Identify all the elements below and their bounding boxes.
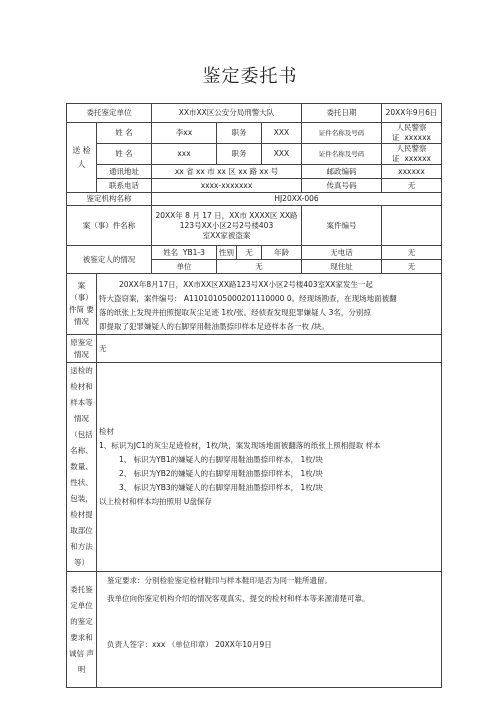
sender1-duty: XXX (262, 123, 302, 144)
sender1-cert: 人民警察证 xxxxxx (382, 123, 442, 144)
original-value: 无 (97, 335, 442, 363)
appraised-unit-label: 单位 (152, 260, 217, 274)
request-sign: 负责人签字：xxx （单位印章） 20XX年10月9日 (107, 640, 272, 649)
date-label: 委托日期 (302, 104, 382, 123)
materials-text (97, 363, 442, 572)
sender2-name: xxx (152, 144, 217, 165)
brief-line: 即提取了犯罪嫌疑人的右脚穿用鞋油墨捺印样本足迹样本各一枚 /块。 (99, 322, 329, 331)
case-label: 案（事）件名称 (67, 206, 152, 246)
appraised-sex-label: 性别 (217, 246, 237, 260)
agency-label: 鉴定机构名称 (67, 193, 152, 206)
brief-line: 落的纸张上发现并拍照提取灰尘足迹 1枚/张。经侦查发现犯罪嫌疑人 3名，分别掠 (99, 308, 371, 317)
sender-label: 送 检 人 (67, 123, 97, 193)
org-label: 委托鉴定单位 (67, 104, 152, 123)
materials-line: 2、 标识为YB2的嫌疑人的右脚穿用鞋油墨捺印样本， 1枚/块 (119, 469, 323, 478)
appraised-name: 姓名 YB1-3 (152, 246, 217, 260)
sender2-duty-label: 职务 (217, 144, 262, 165)
sender2-cert: 人民警察证 xxxxxx (382, 144, 442, 165)
sender1-duty-label: 职务 (217, 123, 262, 144)
materials-heading: 检材 (99, 427, 114, 436)
date-value: 20XX年9月6日 (382, 104, 442, 123)
case-no-value (382, 206, 442, 246)
materials-label: 送检的检材和样本等情况（包括名称、数量、性状、包装，检材提取部位和方法等） (67, 363, 97, 572)
postcode-label: 邮政编码 (302, 165, 382, 179)
phone-value: xxxx-xxxxxxx (152, 179, 302, 193)
request-text (97, 572, 442, 688)
org-value: XX市XX区公安分局刑警大队 (152, 104, 302, 123)
materials-line: 以上检材和样本均拍照用 U盘保存 (99, 497, 212, 506)
materials-line: 1、标识为JC1的灰尘足迹检材，1枚/块，案发现场地面被翻落的纸张上照相提取 样本 (99, 441, 381, 450)
appraised-addr: 无 (382, 260, 442, 274)
appraised-age: 无电话 (302, 246, 382, 260)
phone-label: 联系电话 (97, 179, 152, 193)
appraised-phone: 无 (382, 246, 442, 260)
appraised-age-label: 年龄 (262, 246, 302, 260)
case-name-line: 20XX年 8 月 17 日，XX市 XXXX区 XX路 (155, 210, 298, 220)
request-statement: 我单位向你鉴定机构介绍的情况客观真实，提交的检材和样本等来源清楚可靠。 (107, 594, 370, 603)
materials-line: 1、 标识为YB1的嫌疑人的右脚穿用鞋油墨捺印样本， 1枚/块 (119, 455, 323, 464)
fax-value: 无 (382, 179, 442, 193)
sender1-name-label: 姓 名 (97, 123, 152, 144)
sender2-cert-label: 证件名称及号码 (302, 144, 382, 165)
sender1-cert-label: 证件名称及号码 (302, 123, 382, 144)
appraised-sex: 无 (237, 246, 262, 260)
original-label: 原鉴定情况 (67, 335, 97, 363)
case-name-line: 123号XX小区2号2号楼403 (179, 220, 274, 230)
materials-line: 3、 标识为YB3的嫌疑人的右脚穿用鞋油墨捺印样本， 1枚/块 (119, 483, 323, 492)
fax-label: 传真号码 (302, 179, 382, 193)
sender1-name: 李xx (152, 123, 217, 144)
brief-line: 特大盗窃案，案件编号： A11010105000201110000 0。经现场勘查，在现场地面被翻 (99, 294, 397, 303)
case-name (152, 206, 302, 246)
address-label: 通讯地址 (97, 165, 152, 179)
sender2-name-label: 姓 名 (97, 144, 152, 165)
case-no-label: 案件编号 (302, 206, 382, 246)
appraised-addr-label: 现住址 (302, 260, 382, 274)
commission-form (66, 103, 442, 688)
request-requirement: 鉴定要求：分别检验鉴定检材鞋印与样本鞋印是否为同一鞋所遗留。 (107, 576, 332, 585)
request-label: 委托鉴定单位的鉴定要求和诚信 声明 (67, 572, 97, 688)
case-name-line: 室XX家被盗案 (202, 230, 251, 240)
brief-text (97, 274, 442, 335)
appraised-label: 被鉴定人的情况 (67, 246, 152, 274)
sender2-duty: XXX (262, 144, 302, 165)
appraised-unit: 无 (217, 260, 302, 274)
postcode-value: xxxxxx (382, 165, 442, 179)
agency-value: HJ20XX-006 (152, 193, 442, 206)
document-title: 鉴定委托书 (202, 66, 298, 87)
address-value: xx 省 xx 市 xx 区 xx 路 xx 号 (152, 165, 302, 179)
brief-line: 20XX年8月17日，XX市XX区XX路123号XX小区2号楼403室XX家发生一起 (119, 280, 373, 289)
brief-label: 案（事）件简 要情况 (67, 274, 97, 335)
